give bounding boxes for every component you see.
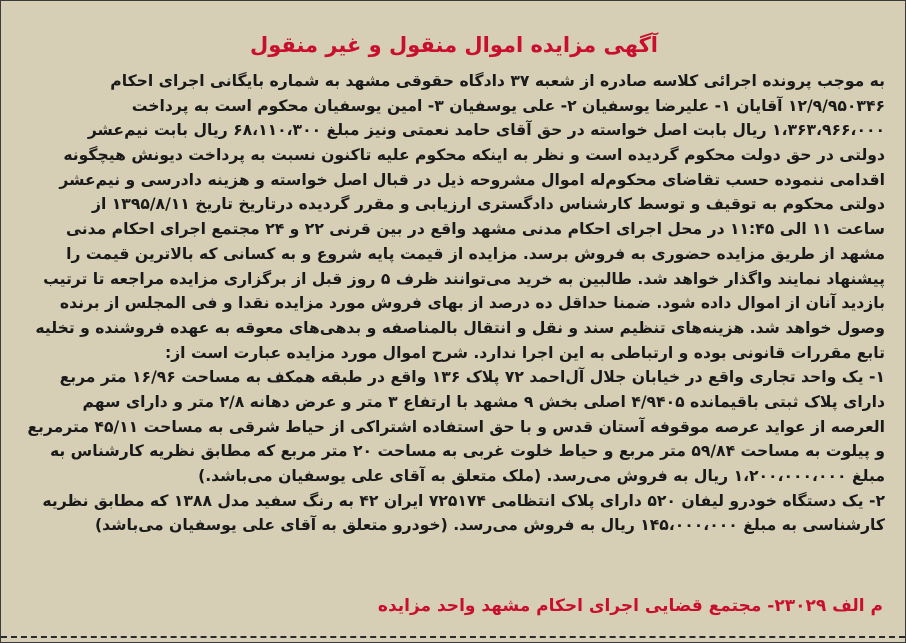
notice-title: آگهی مزایده اموال منقول و غیر منقول [249, 33, 659, 57]
notice-line: دارای پلاک ثبتی باقیمانده ۴/۹۴۰۵ اصلی بخش ۹ مشهد با ارتفاع ۳ متر و عرض دهانه ۲/۸ متر و دارای سهم [82, 392, 885, 411]
notice-line: مبلغ ۱،۲۰۰،۰۰۰،۰۰۰ ریال به فروش می‌رسد. (ملک متعلق به آقای علی یوسفیان می‌باشد.) [198, 467, 885, 485]
notice-line: ۱،۳۶۳،۹۶۶،۰۰۰ ریال بابت اصل خواسته در حق آقای حامد نعمتی ونیز مبلغ ۶۸،۱۱۰،۳۰۰ ریال بابت نیم‌عشر [87, 121, 885, 140]
notice-line: کارشناسی به مبلغ ۱۴۵،۰۰۰،۰۰۰ ریال به فروش می‌رسد. (خودرو متعلق به آقای علی یوسفیان می‌باشد) [95, 516, 885, 535]
notice-line: بازدید آنان از اموال داده شود. ضمنا حداقل ده درصد از بهای فروش مورد مزایده نقدا و فی المجلس از برنده [59, 294, 885, 313]
bottom-divider [1, 636, 905, 638]
notice-line: ۱۲/۹/۹۵۰۳۴۶ آقایان ۱- علیرضا یوسفیان ۲- علی یوسفیان ۳- امین یوسفیان محکوم است به پرداخت [131, 96, 885, 115]
notice-line: ۲- یک دستگاه خودرو لیفان ۵۲۰ دارای پلاک انتظامی ۷۲۵۱۷۴ ایران ۴۲ به رنگ سفید مدل ۱۳۸۸ که مطابق نظریه [42, 491, 885, 510]
notice-line: وصول خواهد شد. هزینه‌های تنظیم سند و نقل و انتقال بالمناصفه و بدهی‌های معوقه به عهده فروشنده و تخلیه [35, 318, 885, 337]
notice-line: دولتی در حق دولت محکوم گردیده است و نظر به اینکه محکوم علیه تاکنون نسبت به پرداخت دیونش هیچگونه [63, 146, 885, 165]
notice-line: و پیلوت به مساحت ۵۹/۸۴ متر مربع و حیاط خلوت غربی به مساحت ۲۰ متر مربع که مطابق نظریه کارشناس به [49, 442, 885, 461]
notice-line: به موجب پرونده اجرائی کلاسه صادره از شعبه ۳۷ دادگاه حقوقی مشهد به شماره بایگانی اجرای احکام [110, 72, 885, 90]
notice-line: دولتی محکوم به توقیف و توسط کارشناس دادگستری ارزیابی و مقرر گردیده درتاریخ تاریخ ۱۳۹۵/۸/۱۱ از [92, 195, 885, 214]
notice-body [23, 69, 885, 538]
notice-line: پیشنهاد نمایند واگذار خواهد شد. طالبین به خرید می‌توانند ظرف ۵ روز قبل از برگزاری مزایده مراجعه تا ترتیب [43, 269, 885, 288]
notice-line: مشهد از طریق مزایده حضوری به فروش برسد. مزایده از قیمت پایه شروع و به کسانی که بالاترین قیمت را [66, 244, 885, 263]
notice-line: العرصه از عواید عرصه موقوفه آستان قدس و با حق استفاده اشتراکی از حیاط شرقی به مساحت ۴۵/۱۱ مترمربع [27, 417, 885, 436]
notice-line: اقدامی ننموده حسب تقاضای محکوم‌له اموال مشروحه ذیل در قبال اصل خواسته و هزینه دادرسی و نیم‌عشر [59, 170, 885, 189]
notice-line: ۱- یک واحد تجاری واقع در خیابان جلال آل‌احمد ۷۲ پلاک ۱۳۶ واقع در طبقه همکف به مساحت ۱۶/۹۶ متر مربع [59, 368, 885, 387]
notice-line: تابع مقررات قانونی بوده و ارتباطی به این اجرا ندارد. شرح اموال مورد مزایده عبارت است از: [164, 343, 885, 362]
notice-footer: م الف ۲۳۰۲۹- مجتمع قضایی اجرای احکام مشهد واحد مزایده [377, 596, 883, 616]
notice-line: ساعت ۱۱ الی ۱۱:۴۵ در محل اجرای احکام مدنی مشهد واقع در بین قرنی ۲۲ و ۲۴ مجتمع اجرای احکام مدنی [65, 220, 885, 239]
